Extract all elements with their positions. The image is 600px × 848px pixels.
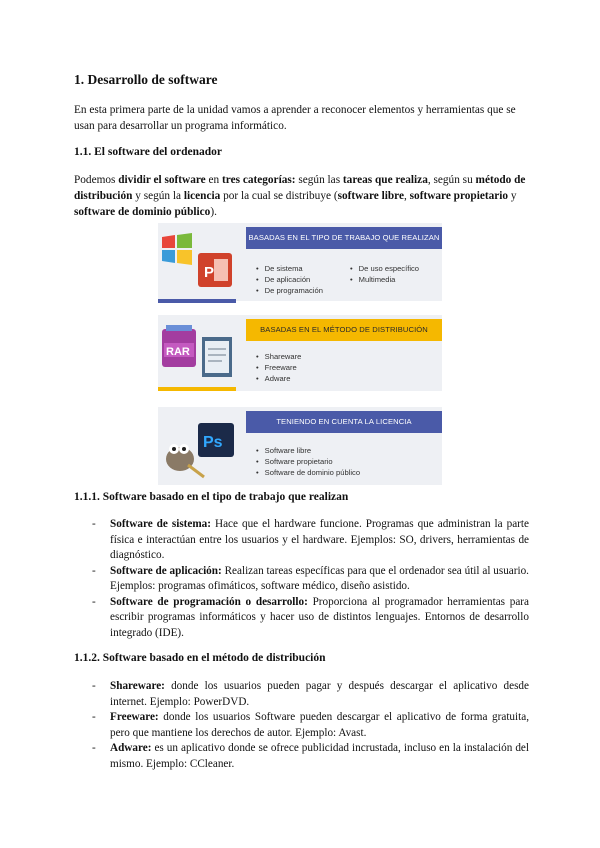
page-title: 1. Desarrollo de software: [74, 72, 218, 87]
bold-run: dividir el software: [118, 174, 206, 186]
text-run: según las: [295, 174, 343, 186]
panel-3-list: [256, 445, 360, 478]
bold-run: tareas que realiza: [342, 174, 428, 186]
list-item: - Shareware: donde los usuarios pueden pagar y después descargar el aplicativo desde internet. Ejemplo: PowerDVD.: [92, 679, 529, 710]
ps-label: Ps: [203, 434, 223, 451]
windows-powerpoint-icon: [158, 231, 242, 295]
intro-paragraph: En esta primera parte de la unidad vamos a aprender a reconocer elementos y herramientas que se usan para desarrollar un programa informático.: [74, 104, 516, 132]
gimp-photoshop-icon: [158, 419, 242, 483]
software-categories-infographic: [158, 223, 442, 485]
list-item: • Freeware: [256, 362, 301, 373]
list-item: • Shareware: [256, 351, 301, 362]
panel-1-header: BASADAS EN EL TIPO DE TRABAJO QUE REALIZAN: [246, 227, 442, 249]
section-title-1-1-1: 1.1.1. Software basado en el tipo de trabajo que realizan: [74, 491, 349, 503]
list-item: • De uso específico: [350, 263, 419, 274]
section-title-1-1: 1.1. El software del ordenador: [74, 146, 223, 158]
list-item: - Software de aplicación: Realizan tareas específicas para que el ordenador sea útil al usuario. Ejemplos: programas ofimáticos, software médico, diseño asistido.: [92, 564, 529, 595]
rar-notepad-icon: [158, 323, 242, 383]
bold-run: software de dominio público: [74, 206, 211, 218]
bold-run: software libre: [337, 190, 404, 202]
list-item: • De aplicación: [256, 274, 323, 285]
list-item: • Software libre: [256, 445, 360, 456]
rar-label: RAR: [166, 346, 190, 358]
list-item: • Multimedia: [350, 274, 419, 285]
bold-run: método de distribución: [74, 174, 526, 202]
panel-2-list: [256, 351, 301, 384]
svg-text:P: P: [204, 264, 215, 281]
list-item: - Software de sistema: Hace que el hardware funcione. Programas que administran la parte física e interactúan entre los usuarios y el hardware. Ejemplos: SO, drivers, herramientas de diagnóstico.: [92, 517, 529, 564]
panel-2-header: BASADAS EN EL MÉTODO DE DISTRIBUCIÓN: [246, 319, 442, 341]
text-run: ,: [404, 190, 410, 202]
bold-run: licencia: [183, 190, 221, 202]
list-item: • De sistema: [256, 263, 323, 274]
text-run: , según su: [427, 174, 476, 186]
panel-3-header: TENIENDO EN CUENTA LA LICENCIA: [246, 411, 442, 433]
list-item: - Freeware: donde los usuarios Software pueden descargar el aplicativo de forma gratuita, pero que mantiene los derechos de autor. Ejemplo: Avast.: [92, 710, 529, 741]
panel-2-rule: [158, 387, 236, 391]
list-item: • De programación: [256, 285, 323, 296]
panel-1-list-a: [256, 263, 323, 296]
list-item: • Adware: [256, 373, 301, 384]
text-run: por la cual se distribuye (: [220, 190, 338, 202]
list-item: • Software propietario: [256, 456, 360, 467]
work-type-list: [92, 517, 529, 641]
list-item: • Software de dominio público: [256, 467, 360, 478]
text-run: en: [205, 174, 223, 186]
text-run: y: [508, 190, 517, 202]
categories-paragraph: [74, 172, 529, 220]
bold-run: software propietario: [409, 190, 509, 202]
text-run: Podemos: [74, 174, 119, 186]
bold-run: tres categorías:: [222, 174, 296, 186]
list-item: - Adware: es un aplicativo donde se ofrece publicidad incrustada, incluso en la instalación del mismo. Ejemplo: CCleaner.: [92, 741, 529, 772]
panel-1-rule: [158, 299, 236, 303]
list-item: - Software de programación o desarrollo: Proporciona al programador herramientas para escribir programas informáticos y hacer uso de distintos lenguajes. Entornos de desarrollo integrado (IDE).: [92, 595, 529, 642]
text-run: y según la: [132, 190, 184, 202]
section-title-1-1-2: 1.1.2. Software basado en el método de distribución: [74, 652, 326, 664]
text-run: ).: [210, 206, 217, 218]
panel-1-list-b: [350, 263, 419, 285]
distribution-list: [92, 679, 529, 772]
